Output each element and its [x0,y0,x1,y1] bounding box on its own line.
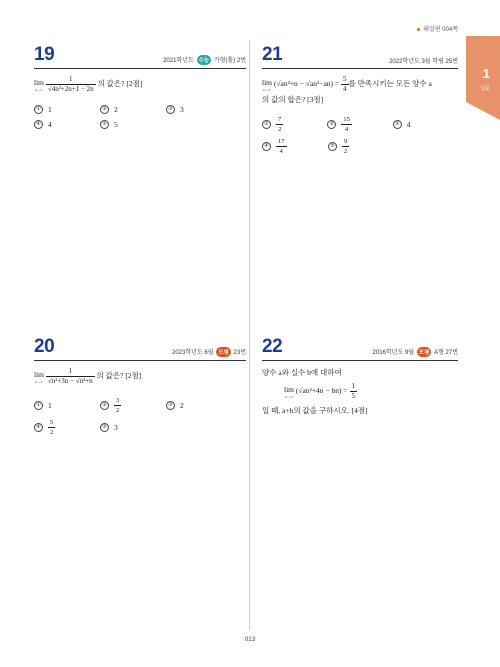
choice-2[interactable]: ② $\frac{3}{2}$ [100,396,166,415]
choice-1[interactable]: ① $\frac{7}{2}$ [262,115,327,134]
solution-page-note: 해설편 004쪽 [417,24,458,33]
answer-choices [34,102,246,132]
exam-badge: 모평 [417,347,432,357]
problem-number: 20 [34,336,55,357]
column-divider [249,40,250,630]
problem-source: 2023학년도 6월 모평 23번 [172,347,246,357]
problem-source: 2022학년도 3월 학평 25번 [389,59,458,65]
choice-1[interactable]: ① 1 [34,401,100,410]
choice-5[interactable]: ⑤ 5 [100,120,166,129]
problem-number: 22 [262,336,283,357]
exam-badge: 모평 [216,347,231,357]
problem-number: 21 [262,44,283,65]
answer-choices [262,113,458,157]
choice-3[interactable]: ③ 2 [166,401,232,410]
limit-symbol: lim n→∞ [262,78,273,92]
exam-badge: 수능 [197,55,212,65]
choice-5[interactable]: ⑤ 3 [100,423,166,432]
choice-3[interactable]: ③ 4 [393,120,458,129]
problem-header [262,336,458,361]
problem-header [34,336,246,361]
bullet-icon [417,28,420,31]
chapter-side-tab[interactable] [466,36,500,120]
page-number: 013 [244,636,256,643]
choice-1[interactable]: ① 1 [34,105,100,114]
limit-symbol: lim n→∞ [34,78,45,92]
limit-symbol: lim n→∞ [284,385,295,399]
choice-4[interactable]: ④ $\frac{5}{2}$ [34,418,100,437]
choice-2[interactable]: ② $\frac{15}{4}$ [327,115,392,134]
problem-header [34,44,246,69]
fraction: $\frac{5}{4}$ [343,75,347,93]
choice-5[interactable]: ⑤ $\frac{9}{2}$ [328,137,394,156]
choice-3[interactable]: ③ 3 [166,105,232,114]
problem-source: 2016학년도 9월 모평 A형 27번 [373,347,458,357]
problem-20 [34,336,246,438]
limit-symbol: lim n→∞ [34,370,45,384]
choice-4[interactable]: ④ $\frac{17}{4}$ [262,137,328,156]
problem-question: lim n→∞ $\frac{1}{\text{√n²+3n − √n²+n}}$ 의 값은? [2점] [34,367,142,385]
problem-question: 양수 a와 실수 b에 대하여 lim n→∞ (√an²+4n − bn) = $\frac{1}{5}$ 일 때, a+b의 값을 구하시오. [4점] [262,367,458,416]
fraction: $\frac{1}{5}$ [351,382,356,400]
problem-22 [262,336,458,416]
chapter-label: 입문 [480,86,490,92]
problem-header [262,44,458,69]
chapter-number: 1 [482,66,490,81]
problem-source: 2021학년도 수능 가형(홀) 2번 [163,55,246,65]
problem-question: lim n→∞ (√an²+n − √an²−an) = $\frac{5}{4}$ 를 만족시키는 모든 양수 a 의 값의 합은? [3점] [262,75,432,104]
fraction: $\frac{1}{\text{√n²+3n − √n²+n}}$ [47,367,93,385]
answer-choices [34,394,246,438]
choice-4[interactable]: ④ 4 [34,120,100,129]
problem-19 [34,44,246,132]
choice-2[interactable]: ② 2 [100,105,166,114]
fraction: $\frac{1}{\text{√4n²+2n+1 − 2n}}$ [47,75,94,93]
limit-equation: lim n→∞ (√an²+4n − bn) = $\frac{1}{5}$ [284,382,356,400]
problem-number: 19 [34,44,55,65]
problem-21 [262,44,458,157]
problem-question: lim n→∞ $\frac{1}{\text{√4n²+2n+1 − 2n}}$ 의 값은? [2점] [34,75,143,93]
